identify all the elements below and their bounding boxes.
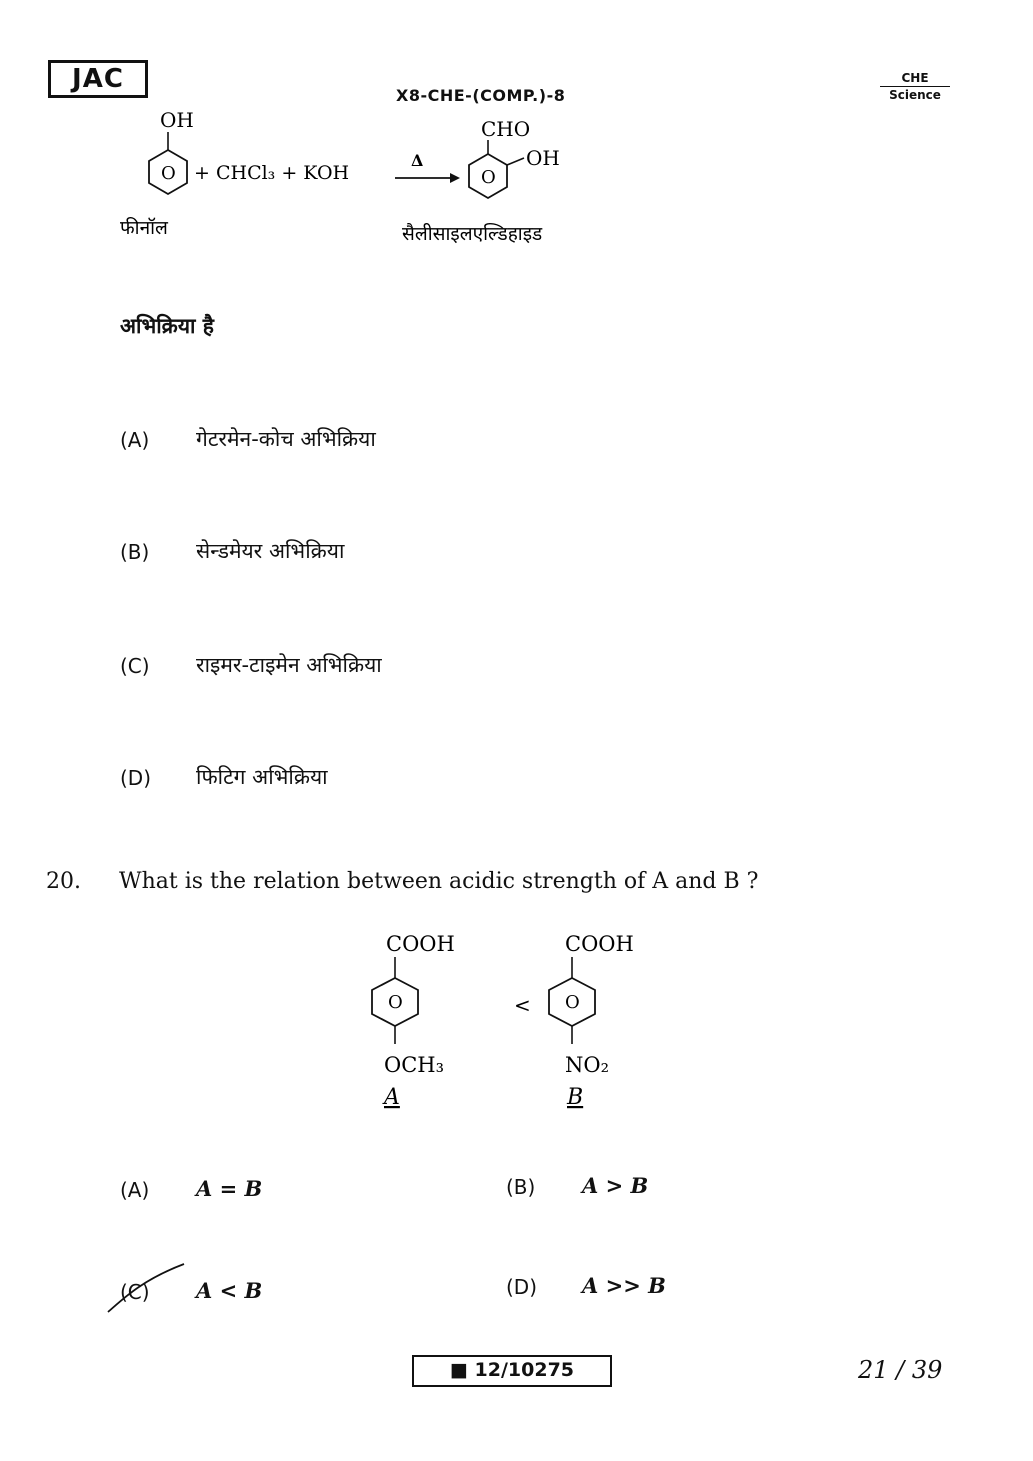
q20-option-d-label: (D)	[506, 1275, 538, 1299]
reagents: + CHCl₃ + KOH	[194, 162, 350, 184]
reactant-name: फीनॉल	[120, 217, 168, 239]
q20-option-c-text: A < B	[196, 1278, 263, 1303]
paper-code: X8-CHE-(COMP.)-8	[396, 86, 566, 105]
structure-a-ring: O	[388, 992, 403, 1013]
page-indicator: 21 / 39	[858, 1356, 943, 1384]
q19-option-d-text: फिटिग अभिक्रिया	[196, 765, 328, 789]
product-group-side: OH	[526, 146, 560, 170]
reaction-scheme	[0, 0, 1033, 260]
q19-option-d-label: (D)	[120, 766, 152, 790]
heat-symbol: Δ	[411, 151, 424, 170]
booklet-code: ■ 12/10275	[412, 1355, 612, 1387]
q20-text: What is the relation between acidic strength of A and B ?	[119, 869, 759, 894]
q19-option-c-text: राइमर-टाइमेन अभिक्रिया	[196, 653, 382, 677]
q20-structures	[0, 920, 1033, 1120]
q19-option-b-label: (B)	[120, 540, 150, 564]
structure-a-name: A	[384, 1085, 400, 1110]
structure-a-bottom: OCH₃	[384, 1053, 445, 1077]
q20-option-a-text: A = B	[196, 1176, 263, 1201]
q20-option-c-label: (C)	[120, 1280, 150, 1304]
q19-option-b-text: सेन्डमेयर अभिक्रिया	[196, 539, 345, 563]
structure-b-name: B	[567, 1085, 584, 1110]
q19-stem: अभिक्रिया है	[120, 314, 214, 338]
q19-option-a-text: गेटरमेन-कोच अभिक्रिया	[196, 427, 376, 451]
board-logo: JAC	[48, 60, 148, 98]
q20-option-b-text: A > B	[582, 1173, 649, 1198]
q20-number: 20.	[46, 869, 81, 894]
q20-option-b-label: (B)	[506, 1175, 536, 1199]
structure-a-top: COOH	[386, 932, 455, 956]
subject-bottom: Science	[889, 88, 941, 102]
q20-option-a-label: (A)	[120, 1178, 150, 1202]
ring-label: O	[161, 163, 176, 184]
product-ring-label: O	[481, 167, 496, 188]
q19-option-c-label: (C)	[120, 654, 150, 678]
q20-option-d-text: A >> B	[582, 1273, 666, 1298]
structure-b-ring: O	[565, 992, 580, 1013]
arrow-head-icon	[450, 173, 460, 183]
product-group-top: CHO	[481, 117, 531, 141]
structure-b-top: COOH	[565, 932, 634, 956]
reactant-group: OH	[160, 108, 194, 132]
handwritten-comparison: <	[514, 993, 531, 1017]
structure-b-bottom: NO₂	[565, 1053, 610, 1077]
q19-option-a-label: (A)	[120, 428, 150, 452]
subject-top: CHE	[880, 70, 950, 87]
tick-mark-icon	[104, 1258, 188, 1318]
product-name: सैलीसाइलएल्डिहाइड	[402, 223, 543, 245]
